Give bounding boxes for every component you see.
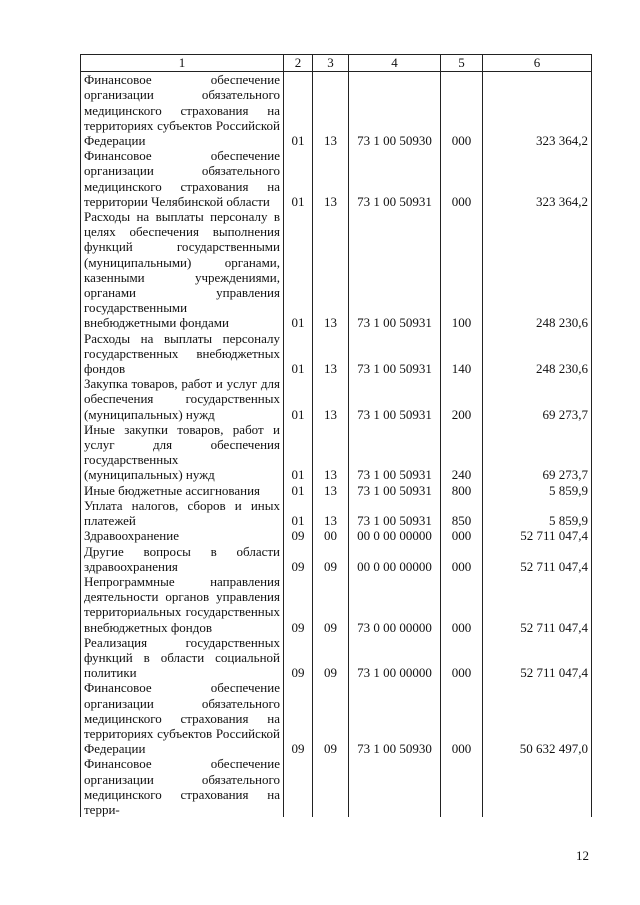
header-col-1: 1	[81, 55, 284, 72]
row-expense-type: 000	[441, 635, 483, 681]
row-amount: 5 859,9	[483, 498, 592, 528]
row-target-article: 73 1 00 50931	[349, 498, 441, 528]
table-header	[81, 55, 592, 72]
row-expense-type: 000	[441, 72, 483, 149]
row-amount: 248 230,6	[483, 331, 592, 377]
row-section: 09	[284, 635, 313, 681]
row-description: Другие вопросы в области здравоохранения	[81, 544, 284, 574]
row-subsection: 13	[313, 376, 349, 422]
row-expense-type: 240	[441, 422, 483, 483]
row-amount: 69 273,7	[483, 376, 592, 422]
row-amount: 323 364,2	[483, 72, 592, 149]
row-subsection: 13	[313, 209, 349, 331]
row-target-article	[349, 756, 441, 817]
row-target-article: 73 1 00 50931	[349, 331, 441, 377]
table-row	[81, 148, 592, 209]
table-row	[81, 756, 592, 817]
row-section: 01	[284, 483, 313, 498]
row-description: Реализация государственных функций в области социальной политики	[81, 635, 284, 681]
row-target-article: 73 1 00 50931	[349, 209, 441, 331]
row-amount: 50 632 497,0	[483, 680, 592, 756]
header-col-3: 3	[313, 55, 349, 72]
row-expense-type: 800	[441, 483, 483, 498]
row-target-article: 73 1 00 50931	[349, 148, 441, 209]
row-subsection: 09	[313, 574, 349, 635]
row-amount: 52 711 047,4	[483, 574, 592, 635]
row-subsection: 13	[313, 422, 349, 483]
row-target-article: 73 1 00 50930	[349, 72, 441, 149]
row-expense-type: 000	[441, 148, 483, 209]
header-col-6: 6	[483, 55, 592, 72]
row-subsection: 09	[313, 544, 349, 574]
table-row	[81, 72, 592, 149]
row-section: 01	[284, 498, 313, 528]
row-description: Расходы на выплаты персоналу государственных внебюджетных фондов	[81, 331, 284, 377]
table-row	[81, 209, 592, 331]
row-subsection: 13	[313, 483, 349, 498]
row-amount: 5 859,9	[483, 483, 592, 498]
row-expense-type: 850	[441, 498, 483, 528]
row-amount: 323 364,2	[483, 148, 592, 209]
row-subsection: 13	[313, 498, 349, 528]
header-col-5: 5	[441, 55, 483, 72]
table-row	[81, 680, 592, 756]
row-section	[284, 756, 313, 817]
row-description: Иные бюджетные ассигнования	[81, 483, 284, 498]
row-target-article: 73 1 00 50931	[349, 422, 441, 483]
table-row	[81, 635, 592, 681]
row-target-article: 73 1 00 00000	[349, 635, 441, 681]
row-expense-type	[441, 756, 483, 817]
row-section: 09	[284, 544, 313, 574]
table-row	[81, 544, 592, 574]
row-section: 09	[284, 680, 313, 756]
table-row	[81, 422, 592, 483]
table-row	[81, 498, 592, 528]
row-subsection: 13	[313, 72, 349, 149]
row-expense-type: 200	[441, 376, 483, 422]
row-target-article: 73 1 00 50930	[349, 680, 441, 756]
row-target-article: 73 1 00 50931	[349, 376, 441, 422]
page-number: 12	[576, 848, 589, 863]
row-description: Здравоохранение	[81, 528, 284, 543]
row-amount: 248 230,6	[483, 209, 592, 331]
row-section: 09	[284, 574, 313, 635]
row-section: 01	[284, 376, 313, 422]
row-description: Расходы на выплаты персоналу в целях обеспечения выполнения функций государственными (муниципальными) органами, казенными учреждениями, органами управления государственными внебюджетными фондами	[81, 209, 284, 331]
row-expense-type: 140	[441, 331, 483, 377]
header-col-2: 2	[284, 55, 313, 72]
row-subsection	[313, 756, 349, 817]
row-section: 01	[284, 148, 313, 209]
row-amount: 52 711 047,4	[483, 635, 592, 681]
row-expense-type: 000	[441, 574, 483, 635]
row-section: 01	[284, 209, 313, 331]
row-section: 01	[284, 422, 313, 483]
table-row	[81, 574, 592, 635]
table-row	[81, 483, 592, 498]
row-expense-type: 100	[441, 209, 483, 331]
row-subsection: 09	[313, 635, 349, 681]
row-description: Иные закупки товаров, работ и услуг для обеспечения государственных (муниципальных) нужд	[81, 422, 284, 483]
table-row	[81, 331, 592, 377]
row-subsection: 00	[313, 528, 349, 543]
header-row	[81, 55, 592, 72]
row-target-article: 00 0 00 00000	[349, 544, 441, 574]
row-expense-type: 000	[441, 680, 483, 756]
budget-table	[80, 54, 592, 817]
row-target-article: 73 0 00 00000	[349, 574, 441, 635]
row-amount	[483, 756, 592, 817]
header-col-4: 4	[349, 55, 441, 72]
row-expense-type: 000	[441, 544, 483, 574]
table-row	[81, 528, 592, 543]
row-description: Уплата налогов, сборов и иных платежей	[81, 498, 284, 528]
row-subsection: 13	[313, 331, 349, 377]
row-description: Финансовое обеспечение организации обязательного медицинского страхования на терри-	[81, 756, 284, 817]
row-amount: 52 711 047,4	[483, 544, 592, 574]
row-section: 01	[284, 331, 313, 377]
row-section: 01	[284, 72, 313, 149]
row-target-article: 00 0 00 00000	[349, 528, 441, 543]
table-row	[81, 376, 592, 422]
row-description: Непрограммные направления деятельности органов управления территориальных государственных внебюджетных фондов	[81, 574, 284, 635]
row-description: Финансовое обеспечение организации обязательного медицинского страхования на территориях субъектов Российской Федерации	[81, 680, 284, 756]
row-amount: 69 273,7	[483, 422, 592, 483]
row-expense-type: 000	[441, 528, 483, 543]
row-subsection: 09	[313, 680, 349, 756]
row-section: 09	[284, 528, 313, 543]
row-description: Финансовое обеспечение организации обязательного медицинского страхования на территориях субъектов Российской Федерации	[81, 72, 284, 149]
row-amount: 52 711 047,4	[483, 528, 592, 543]
table-body	[81, 72, 592, 817]
row-subsection: 13	[313, 148, 349, 209]
row-target-article: 73 1 00 50931	[349, 483, 441, 498]
row-description: Финансовое обеспечение организации обязательного медицинского страхования на территории Челябинской области	[81, 148, 284, 209]
row-description: Закупка товаров, работ и услуг для обеспечения государственных (муниципальных) нужд	[81, 376, 284, 422]
